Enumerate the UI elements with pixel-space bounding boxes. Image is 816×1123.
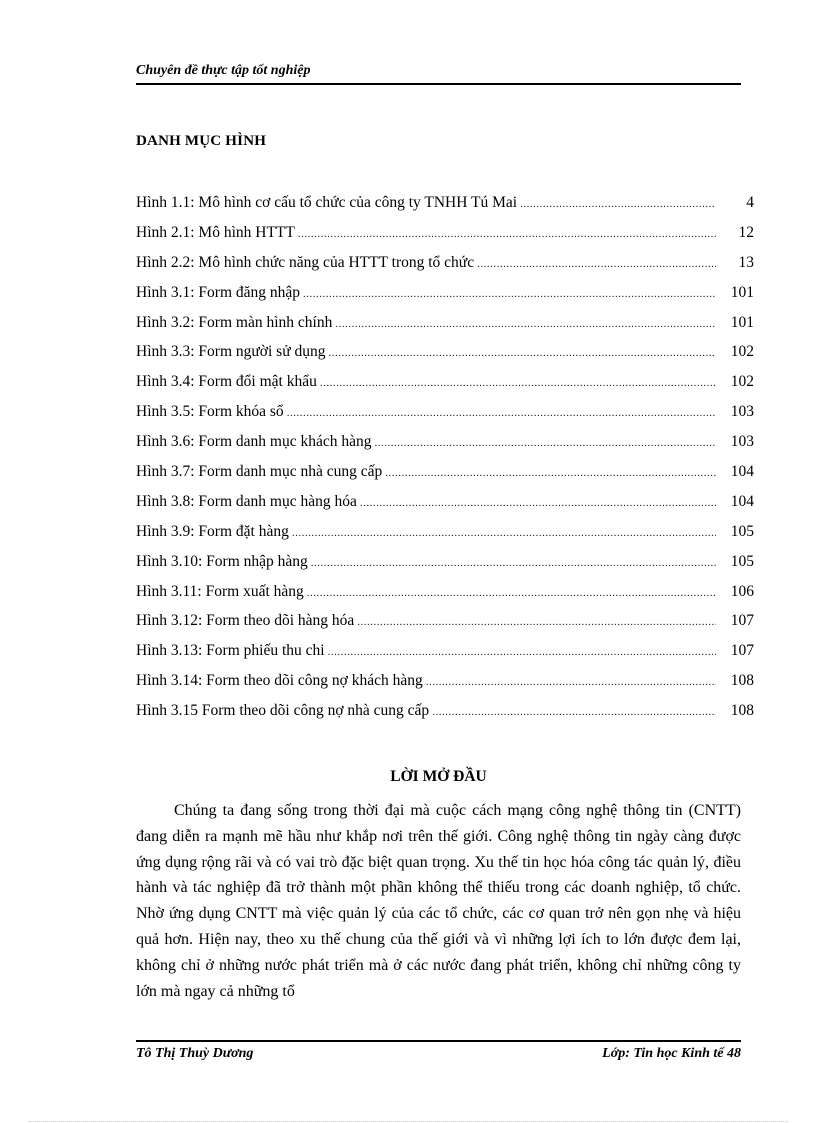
figure-page-number: 107 xyxy=(730,642,754,660)
figure-list-item xyxy=(136,191,754,221)
intro-paragraph: Chúng ta đang sống trong thời đại mà cuộc cách mạng công nghệ thông tin (CNTT) đang diễn ra mạnh mẽ hầu như khắp nơi trên thế giới. Công nghệ thông tin ngày càng được ứng dụng rộng rãi và có vai trò đặc biệt quan trọng. Xu thế tin học hóa công tác quản lý, điều hành và tác nghiệp đã trở thành một phần không thể thiếu trong các doanh nghiệp, tổ chức. Nhờ ứng dụng CNTT mà việc quản lý của các tổ chức, các cơ quan trở nên gọn nhẹ và hiệu quả hơn. Hiện nay, theo xu thế chung của thế giới và vì những lợi ích to lớn được đem lại, không chỉ ở những nước phát triển mà ở các nước đang phát triển, không chỉ những công ty lớn mà ngay cả những tổ xyxy=(136,802,741,1000)
figure-page-number: 108 xyxy=(730,702,754,720)
figure-list-item xyxy=(136,520,754,550)
figure-label: Hình 3.9: Form đặt hàng xyxy=(136,522,289,540)
figure-label: Hình 3.14: Form theo dõi công nợ khách hàng xyxy=(136,672,423,690)
dot-leader xyxy=(385,461,716,485)
page-bottom-divider xyxy=(28,1121,788,1122)
figure-list-title: DANH MỤC HÌNH xyxy=(136,133,267,149)
figure-page-number: 105 xyxy=(730,552,754,570)
page-footer xyxy=(136,1040,741,1062)
dot-leader xyxy=(328,341,716,365)
figure-label: Hình 3.13: Form phiếu thu chi xyxy=(136,642,325,660)
dot-leader xyxy=(360,491,716,515)
figure-label: Hình 3.11: Form xuất hàng xyxy=(136,582,304,600)
header-title: Chuyên đề thực tập tốt nghiệp xyxy=(136,63,311,78)
figure-label: Hình 3.12: Form theo dõi hàng hóa xyxy=(136,612,355,630)
dot-leader xyxy=(303,282,716,306)
figure-label: Hình 2.2: Mô hình chức năng của HTTT trong tổ chức xyxy=(136,253,475,271)
figure-label: Hình 3.1: Form đăng nhập xyxy=(136,283,301,301)
dot-leader xyxy=(320,371,716,395)
figure-page-number: 4 xyxy=(746,194,754,211)
figure-page-number: 12 xyxy=(738,223,754,241)
figure-label: Hình 3.3: Form người sử dụng xyxy=(136,343,326,361)
dot-leader xyxy=(432,700,716,724)
figure-list-item xyxy=(136,490,754,520)
figure-list xyxy=(136,191,754,729)
dot-leader xyxy=(477,252,716,276)
figure-label: Hình 3.8: Form danh mục hàng hóa xyxy=(136,492,357,510)
figure-list-item xyxy=(136,580,754,610)
figure-label: Hình 3.2: Form màn hình chính xyxy=(136,313,333,331)
figure-list-item xyxy=(136,311,754,341)
figure-page-number: 107 xyxy=(730,612,754,630)
dot-leader xyxy=(298,222,716,246)
figure-list-item xyxy=(136,370,754,400)
figure-label: Hình 3.4: Form đổi mật khẩu xyxy=(136,373,317,391)
figure-label: Hình 3.7: Form danh mục nhà cung cấp xyxy=(136,463,383,481)
figure-list-item xyxy=(136,609,754,639)
dot-leader xyxy=(307,581,716,605)
figure-page-number: 104 xyxy=(730,463,754,481)
page-header xyxy=(136,61,741,85)
dot-leader xyxy=(335,312,716,336)
figure-page-number: 104 xyxy=(730,492,754,510)
figure-list-item xyxy=(136,251,754,281)
figure-list-item xyxy=(136,430,754,460)
figure-list-item xyxy=(136,400,754,430)
figure-label: Hình 2.1: Mô hình HTTT xyxy=(136,223,295,241)
figure-list-item xyxy=(136,669,754,699)
figure-list-item xyxy=(136,221,754,251)
figure-label: Hình 3.5: Form khóa sổ xyxy=(136,403,284,421)
intro-title: LỜI MỞ ĐẦU xyxy=(390,768,487,785)
dot-leader xyxy=(328,640,716,664)
figure-label: Hình 1.1: Mô hình cơ cấu tổ chức của công ty TNHH Tú Mai xyxy=(136,194,518,211)
dot-leader xyxy=(357,610,716,634)
footer-author: Tô Thị Thuỳ Dương xyxy=(136,1046,254,1061)
figure-page-number: 103 xyxy=(730,433,754,451)
figure-page-number: 101 xyxy=(730,283,754,301)
dot-leader xyxy=(520,192,716,216)
figure-label: Hình 3.6: Form danh mục khách hàng xyxy=(136,433,372,451)
figure-label: Hình 3.10: Form nhập hàng xyxy=(136,552,308,570)
dot-leader xyxy=(292,521,716,545)
dot-leader xyxy=(374,431,716,455)
figure-page-number: 106 xyxy=(730,582,754,600)
figure-list-item xyxy=(136,550,754,580)
figure-page-number: 105 xyxy=(730,522,754,540)
figure-page-number: 101 xyxy=(730,313,754,331)
figure-label: Hình 3.15 Form theo dõi công nợ nhà cung cấp xyxy=(136,702,430,720)
dot-leader xyxy=(426,670,716,694)
dot-leader xyxy=(287,401,716,425)
figure-page-number: 103 xyxy=(730,403,754,421)
figure-page-number: 108 xyxy=(730,672,754,690)
figure-list-item xyxy=(136,699,754,729)
figure-list-item xyxy=(136,639,754,669)
figure-list-item xyxy=(136,281,754,311)
footer-class: Lớp: Tin học Kinh tế 48 xyxy=(602,1046,741,1061)
figure-page-number: 102 xyxy=(730,373,754,391)
figure-page-number: 13 xyxy=(738,253,754,271)
figure-list-item xyxy=(136,340,754,370)
figure-list-item xyxy=(136,460,754,490)
dot-leader xyxy=(311,551,716,575)
figure-page-number: 102 xyxy=(730,343,754,361)
